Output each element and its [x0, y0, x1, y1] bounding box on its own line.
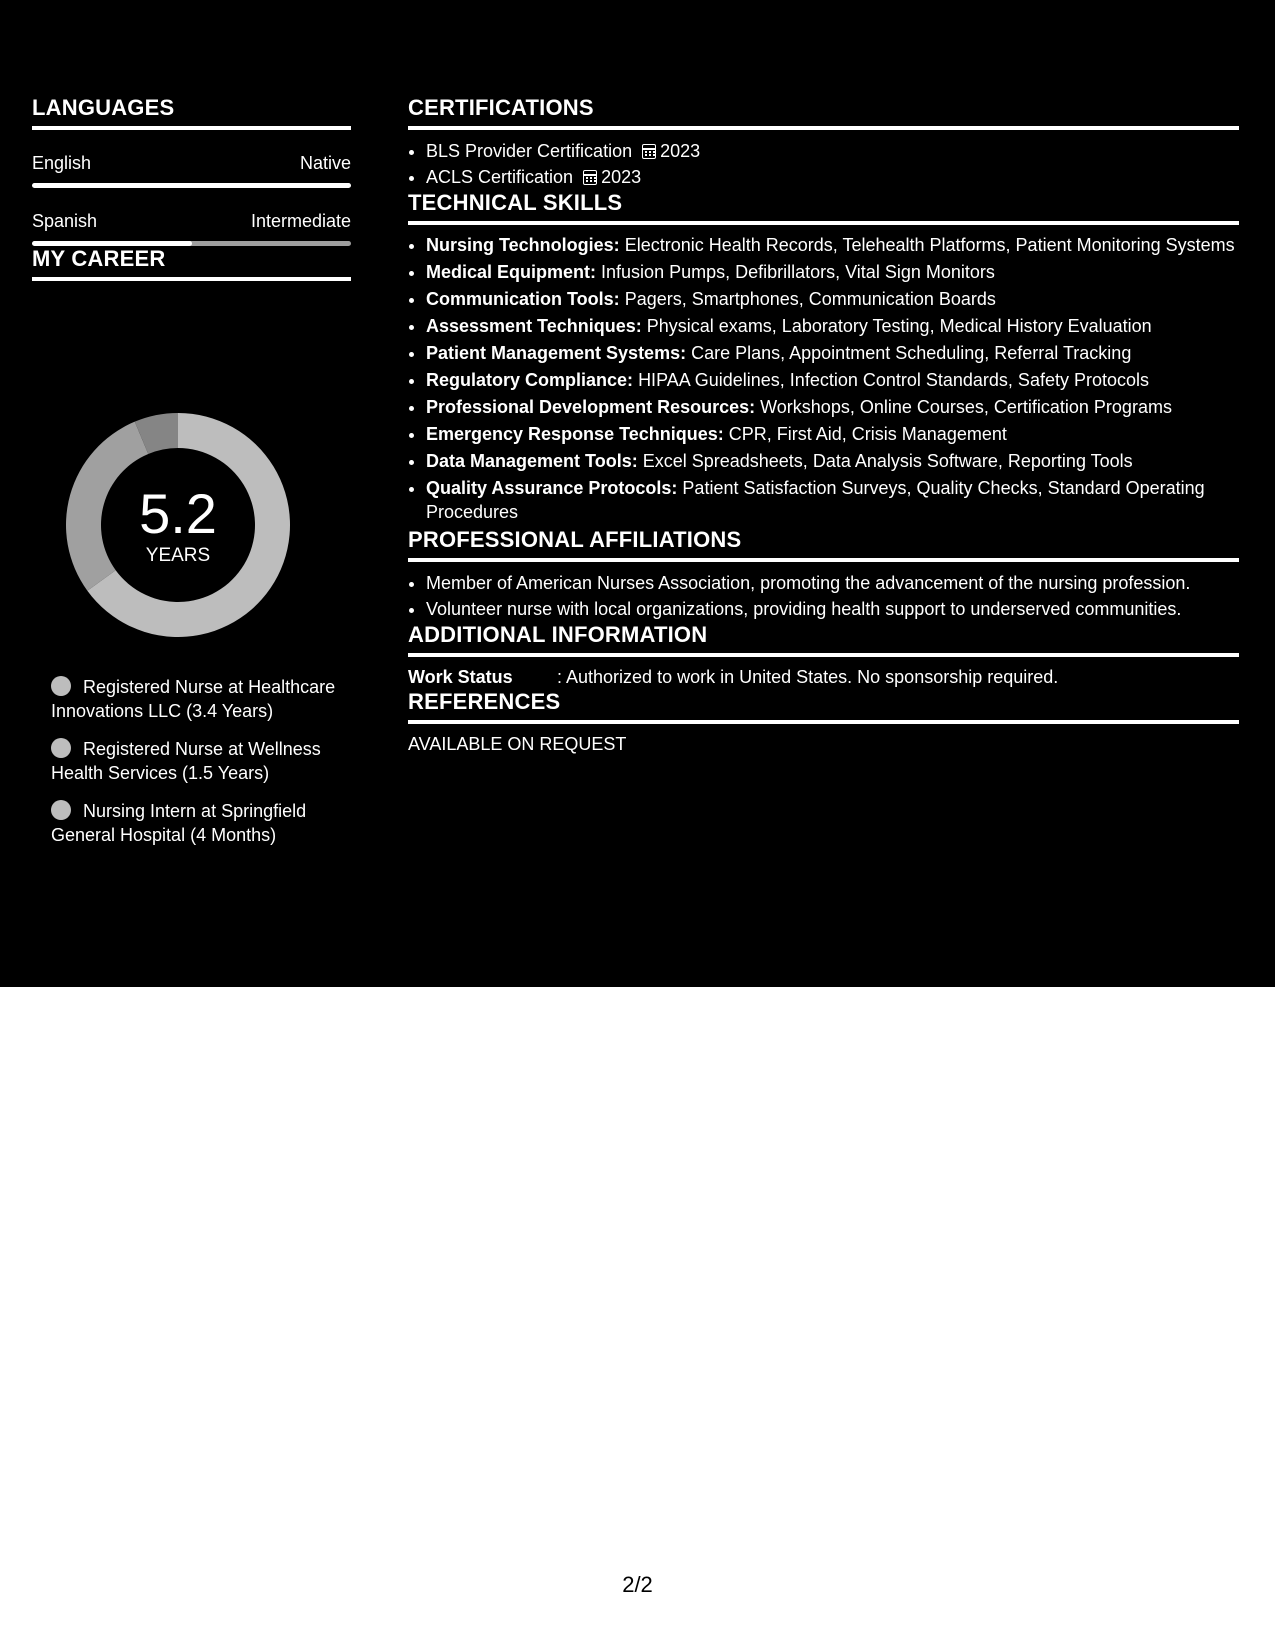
- career-list: [51, 675, 341, 861]
- affiliations-list: [408, 570, 1239, 622]
- certification-item: • BLS Provider Certification 2023: [426, 138, 1239, 164]
- language-proficiency-bar: [32, 241, 351, 246]
- career-total-years: 5.2: [139, 482, 217, 545]
- language-name: Spanish: [32, 211, 98, 231]
- skill-item: • Regulatory Compliance: HIPAA Guidelines, Infection Control Standards, Safety Protocols: [426, 368, 1239, 392]
- references-heading: REFERENCES: [408, 689, 1239, 724]
- left-column: [32, 95, 351, 845]
- skill-item: • Medical Equipment: Infusion Pumps, Defibrillators, Vital Sign Monitors: [426, 260, 1239, 284]
- language-item-english: [32, 152, 351, 188]
- certification-item: • ACLS Certification 2023: [426, 164, 1239, 190]
- career-donut-chart: [66, 413, 290, 637]
- language-proficiency-bar: [32, 183, 351, 188]
- work-status-label: Work Status: [408, 667, 513, 687]
- language-level: Intermediate: [250, 211, 351, 231]
- skills-heading: TECHNICAL SKILLS: [408, 190, 1239, 225]
- affiliations-heading: PROFESSIONAL AFFILIATIONS: [408, 527, 1239, 562]
- references-text: AVAILABLE ON REQUEST: [408, 734, 627, 754]
- page-number: 2/2: [622, 1572, 653, 1597]
- language-item-spanish: [32, 210, 351, 246]
- work-status-row: [408, 665, 1239, 689]
- skill-item: • Emergency Response Techniques: CPR, First Aid, Crisis Management: [426, 422, 1239, 446]
- skill-item: • Data Management Tools: Excel Spreadsheets, Data Analysis Software, Reporting Tools: [426, 449, 1239, 473]
- certifications-heading: CERTIFICATIONS: [408, 95, 1239, 130]
- calendar-icon: [583, 170, 597, 185]
- certifications-list: [408, 138, 1239, 190]
- language-name: English: [32, 153, 92, 173]
- certification-year: 2023: [601, 167, 642, 187]
- skill-item: • Patient Management Systems: Care Plans, Appointment Scheduling, Referral Tracking: [426, 341, 1239, 365]
- languages-heading: LANGUAGES: [32, 95, 351, 130]
- bullet-dot-icon: [51, 738, 71, 758]
- certification-year: 2023: [660, 141, 701, 161]
- career-total-unit: YEARS: [145, 545, 211, 566]
- career-item: Registered Nurse at Wellness Health Services (1.5 Years): [51, 739, 321, 783]
- skills-list: [408, 233, 1239, 524]
- work-status-value: : Authorized to work in United States. No sponsorship required.: [557, 667, 1059, 687]
- affiliation-item: • Member of American Nurses Association, promoting the advancement of the nursing profession.: [426, 570, 1239, 596]
- skill-item: • Quality Assurance Protocols: Patient Satisfaction Surveys, Quality Checks, Standard Operating Procedures: [426, 476, 1239, 524]
- skill-item: • Professional Development Resources: Workshops, Online Courses, Certification Programs: [426, 395, 1239, 419]
- skill-item: • Nursing Technologies: Electronic Health Records, Telehealth Platforms, Patient Monitoring Systems: [426, 233, 1239, 257]
- career-item: Nursing Intern at Springfield General Hospital (4 Months): [51, 801, 307, 845]
- affiliation-item: • Volunteer nurse with local organizations, providing health support to underserved communities.: [426, 596, 1239, 622]
- additional-info-heading: ADDITIONAL INFORMATION: [408, 622, 1239, 657]
- skill-item: • Communication Tools: Pagers, Smartphones, Communication Boards: [426, 287, 1239, 311]
- language-level: Native: [299, 153, 351, 173]
- bullet-dot-icon: [51, 676, 71, 696]
- career-heading: MY CAREER: [32, 246, 351, 281]
- career-item: Registered Nurse at Healthcare Innovations LLC (3.4 Years): [51, 677, 336, 721]
- right-column: [408, 95, 1239, 756]
- calendar-icon: [642, 144, 656, 159]
- bullet-dot-icon: [51, 800, 71, 820]
- skill-item: • Assessment Techniques: Physical exams, Laboratory Testing, Medical History Evaluation: [426, 314, 1239, 338]
